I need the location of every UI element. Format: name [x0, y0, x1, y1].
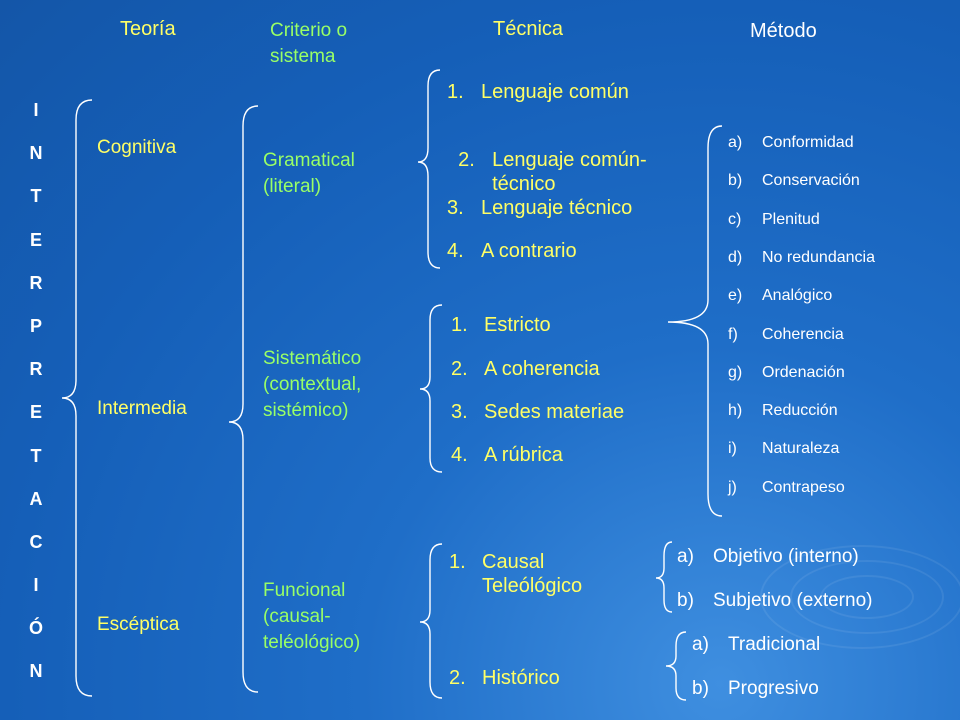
vertical-letter: T	[30, 445, 42, 466]
vertical-letter: P	[29, 315, 42, 336]
metodo-causal-item: b) Subjetivo (externo)	[677, 590, 873, 611]
metodo-item: c) Plenitud	[728, 210, 820, 228]
bracket-criterios	[229, 106, 258, 692]
vertical-letter: C	[29, 531, 43, 552]
bracket-tecnica-gramatical	[418, 70, 440, 268]
metodo-item: g) Ordenación	[728, 363, 845, 381]
tecnica-sistematico-item: 2. A coherencia	[451, 358, 600, 380]
metodo-item: e) Analógico	[728, 287, 833, 305]
header-teoria: Teoría	[120, 18, 176, 40]
bracket-tecnica-sistematico	[420, 305, 442, 472]
bracket-metodos	[668, 126, 722, 516]
metodo-causal-item: a) Objetivo (interno)	[677, 546, 859, 567]
teoria-intermedia: Intermedia	[97, 398, 187, 419]
bracket-interpretacion	[62, 100, 92, 696]
metodo-item: f) Coherencia	[728, 325, 844, 343]
vertical-letter: E	[29, 229, 42, 250]
tecnica-gramatical-item: 2. Lenguaje común- técnico	[458, 149, 647, 195]
tecnica-gramatical-item: 3. Lenguaje técnico	[447, 197, 633, 219]
bracket-metodo-causal	[656, 542, 672, 612]
metodo-historico-item: a) Tradicional	[692, 634, 821, 655]
metodo-item: b) Conservación	[728, 172, 860, 190]
criterio-gramatical: Gramatical (literal)	[263, 150, 355, 197]
metodo-item: j) Contrapeso	[728, 478, 845, 496]
vertical-letter: R	[29, 272, 43, 293]
vertical-letter: T	[30, 186, 42, 207]
header-criterio: Criterio o sistema	[270, 20, 348, 67]
criterio-funcional: Funcional (causal- teléológico)	[263, 580, 361, 653]
tecnica-funcional-item: 2. Histórico	[449, 667, 560, 689]
vertical-letter: R	[29, 359, 43, 380]
bracket-tecnica-funcional	[420, 544, 442, 698]
tecnica-sistematico-item: 4. A rúbrica	[451, 444, 563, 466]
bracket-metodo-historico	[666, 632, 686, 700]
metodo-item: h) Reducción	[728, 402, 838, 420]
metodo-historico-item: b) Progresivo	[692, 678, 819, 699]
vertical-letter: A	[29, 488, 43, 509]
vertical-letter: Ó	[28, 618, 43, 639]
vertical-letter: N	[29, 661, 43, 682]
header-metodo: Método	[750, 20, 817, 42]
teoria-esceptica: Escéptica	[97, 614, 180, 635]
tecnica-gramatical-item: 1. Lenguaje común	[447, 81, 629, 103]
header-tecnica: Técnica	[493, 18, 564, 40]
metodo-item: i) Naturaleza	[728, 440, 840, 458]
tecnica-gramatical-item: 4. A contrario	[447, 240, 577, 262]
vertical-letter: I	[33, 100, 39, 120]
criterio-sistematico: Sistemático (contextual, sistémico)	[263, 348, 362, 421]
tecnica-sistematico-item: 1. Estricto	[451, 314, 551, 336]
vertical-letter: E	[29, 402, 42, 423]
vertical-letter: I	[33, 575, 39, 596]
tecnica-funcional-item: 1. Causal Teleólógico	[449, 551, 583, 597]
metodo-item: a) Conformidad	[728, 134, 854, 151]
metodo-item: d) No redundancia	[728, 248, 875, 266]
teoria-cognitiva: Cognitiva	[97, 137, 177, 158]
vertical-letter: N	[29, 143, 43, 164]
tecnica-sistematico-item: 3. Sedes materiae	[451, 401, 625, 423]
